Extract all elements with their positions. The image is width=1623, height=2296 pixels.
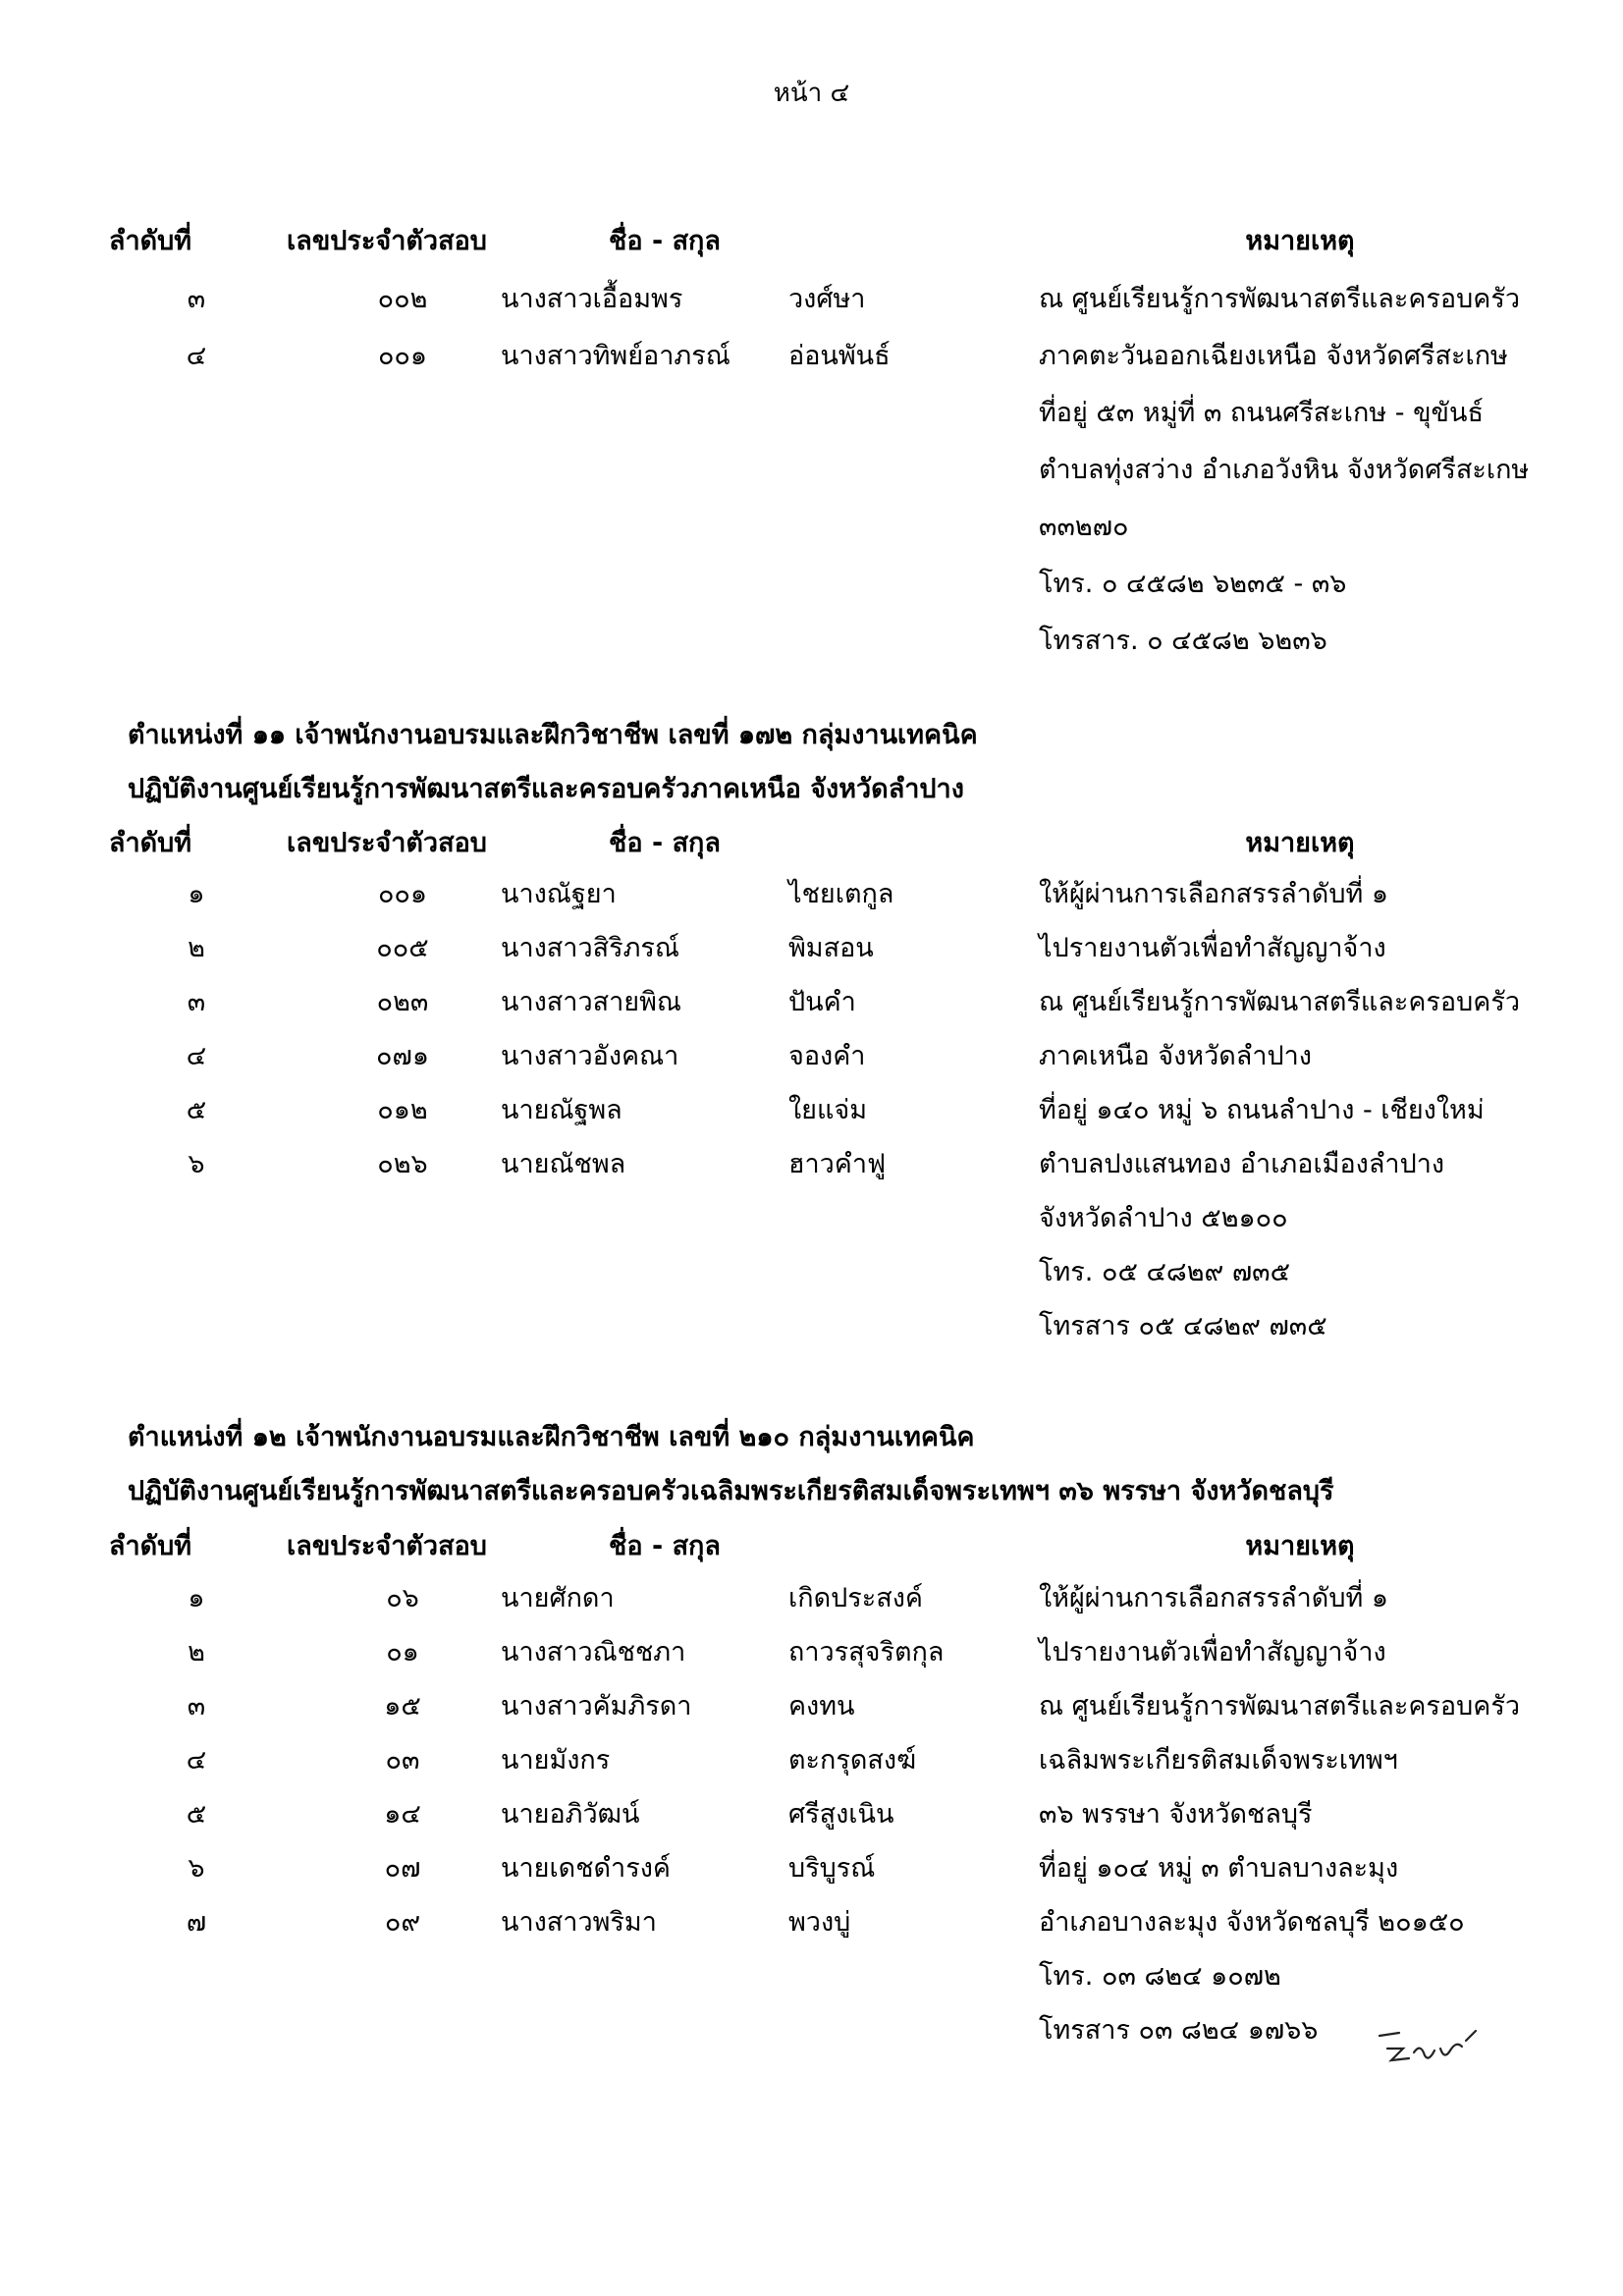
row-last-name: อ่อนพันธ์ [788, 341, 891, 371]
header-remark: หมายเหตุ [1245, 828, 1355, 858]
row-first-name: นางสาวอังคณา [501, 1041, 679, 1071]
row-last-name: วงศ์ษา [788, 284, 866, 314]
remark-line: ให้ผู้ผ่านการเลือกสรรลำดับที่ ๑ [1039, 879, 1388, 909]
section-title-line: ปฏิบัติงานศูนย์เรียนรู้การพัฒนาสตรีและครอบครัวเฉลิมพระเกียรติสมเด็จพระเทพฯ ๓๖ พรรษา จังหวัดชลบุรี [128, 1476, 1334, 1506]
row-last-name: เกิดประสงค์ [788, 1583, 923, 1613]
remark-line: ที่อยู่ ๑๐๔ หมู่ ๓ ตำบลบางละมุง [1039, 1853, 1399, 1884]
row-exam-id: ๐๙ [384, 1907, 421, 1938]
row-exam-id: ๐๐๒ [377, 284, 428, 314]
row-order: ๔ [186, 1745, 207, 1776]
section-title-line: ปฏิบัติงานศูนย์เรียนรู้การพัฒนาสตรีและครอบครัวภาคเหนือ จังหวัดลำปาง [128, 774, 964, 804]
row-first-name: นายณัฐพล [501, 1095, 622, 1125]
row-last-name: จองคำ [788, 1041, 866, 1071]
row-first-name: นางสาวสิริภรณ์ [501, 933, 679, 963]
remark-line: ภาคตะวันออกเฉียงเหนือ จังหวัดศรีสะเกษ [1039, 341, 1508, 371]
header-remark: หมายเหตุ [1245, 226, 1355, 256]
row-exam-id: ๐๒๖ [377, 1149, 428, 1179]
remark-line: ที่อยู่ ๕๓ หมู่ที่ ๓ ถนนศรีสะเกษ - ขุขันธ์ [1039, 398, 1484, 428]
row-first-name: นางสาวทิพย์อาภรณ์ [501, 341, 730, 371]
row-last-name: พิมสอน [788, 933, 874, 963]
row-last-name: ปันคำ [788, 987, 856, 1017]
remark-line: จังหวัดลำปาง ๕๒๑๐๐ [1039, 1203, 1288, 1233]
remark-line: โทร. ๐ ๔๕๘๒ ๖๒๓๕ - ๓๖ [1039, 569, 1347, 599]
row-first-name: นายณัชพล [501, 1149, 626, 1179]
header-order: ลำดับที่ [108, 828, 192, 858]
remark-line: โทร. ๐๓ ๘๒๔ ๑๐๗๒ [1039, 1961, 1281, 1992]
header-name: ชื่อ - สกุล [609, 226, 721, 256]
row-last-name: ไชยเตกูล [788, 879, 894, 909]
header-name: ชื่อ - สกุล [609, 1531, 721, 1561]
remark-line: โทรสาร. ๐ ๔๕๘๒ ๖๒๓๖ [1039, 626, 1327, 656]
row-order: ๔ [186, 1041, 207, 1071]
row-last-name: คงทน [788, 1691, 855, 1722]
header-order: ลำดับที่ [108, 1531, 192, 1561]
row-first-name: นางสาวเอื้อมพร [501, 284, 683, 314]
row-order: ๖ [188, 1149, 205, 1179]
row-first-name: นางสาวคัมภิรดา [501, 1691, 692, 1722]
row-exam-id: ๐๐๑ [377, 879, 428, 909]
header-exam-id: เลขประจำตัวสอบ [287, 226, 487, 256]
row-order: ๕ [186, 1095, 207, 1125]
remark-line: ณ ศูนย์เรียนรู้การพัฒนาสตรีและครอบครัว [1039, 284, 1520, 314]
remark-line: โทรสาร ๐๓ ๘๒๔ ๑๗๖๖ [1039, 2015, 1319, 2046]
row-exam-id: ๐๐๕ [376, 933, 429, 963]
row-order: ๑ [188, 879, 205, 909]
remark-line: ตำบลทุ่งสว่าง อำเภอวังหิน จังหวัดศรีสะเกษ [1039, 455, 1530, 485]
row-last-name: บริบูรณ์ [788, 1853, 876, 1884]
header-order: ลำดับที่ [108, 226, 192, 256]
row-last-name: ศรีสูงเนิน [788, 1799, 894, 1830]
signature-mark [1360, 2001, 1497, 2070]
header-exam-id: เลขประจำตัวสอบ [287, 1531, 487, 1561]
row-order: ๓ [187, 284, 206, 314]
header-remark: หมายเหตุ [1245, 1531, 1355, 1561]
row-last-name: ใยแจ่ม [788, 1095, 868, 1125]
page-number: หน้า ๔ [773, 79, 850, 108]
row-first-name: นางสาวสายพิณ [501, 987, 681, 1017]
remark-line: โทรสาร ๐๕ ๔๘๒๙ ๗๓๕ [1039, 1311, 1327, 1341]
row-last-name: ฮาวคำฟู [788, 1149, 887, 1179]
row-order: ๕ [186, 1799, 207, 1830]
row-last-name: ถาวรสุจริตกุล [788, 1637, 945, 1667]
remark-line: ให้ผู้ผ่านการเลือกสรรลำดับที่ ๑ [1039, 1583, 1388, 1613]
remark-line: โทร. ๐๕ ๔๘๒๙ ๗๓๕ [1039, 1257, 1291, 1287]
row-exam-id: ๐๐๑ [377, 341, 428, 371]
row-first-name: นายมังกร [501, 1745, 611, 1776]
row-last-name: ตะกรุดสงฆ์ [788, 1745, 917, 1776]
row-order: ๓ [187, 987, 206, 1017]
row-exam-id: ๐๗๑ [376, 1041, 429, 1071]
row-exam-id: ๐๑ [386, 1637, 419, 1667]
section-title-line: ตำแหน่งที่ ๑๑ เจ้าพนักงานอบรมและฝึกวิชาชีพ เลขที่ ๑๗๒ กลุ่มงานเทคนิค [128, 720, 978, 750]
row-exam-id: ๐๓ [385, 1745, 420, 1776]
remark-line: ณ ศูนย์เรียนรู้การพัฒนาสตรีและครอบครัว [1039, 1691, 1520, 1722]
remark-line: ณ ศูนย์เรียนรู้การพัฒนาสตรีและครอบครัว [1039, 987, 1520, 1017]
remark-line: อำเภอบางละมุง จังหวัดชลบุรี ๒๐๑๕๐ [1039, 1907, 1465, 1938]
row-order: ๒ [188, 933, 205, 963]
row-first-name: นางสาวพริมา [501, 1907, 657, 1938]
remark-line: เฉลิมพระเกียรติสมเด็จพระเทพฯ [1039, 1745, 1398, 1776]
row-exam-id: ๐๑๒ [377, 1095, 428, 1125]
remark-line: ๓๓๒๗๐ [1039, 512, 1129, 542]
row-first-name: นายเดชดำรงค์ [501, 1853, 671, 1884]
remark-line: ภาคเหนือ จังหวัดลำปาง [1039, 1041, 1312, 1071]
row-exam-id: ๐๖ [386, 1583, 419, 1613]
remark-line: ตำบลปงแสนทอง อำเภอเมืองลำปาง [1039, 1149, 1445, 1179]
row-order: ๔ [186, 341, 207, 371]
row-first-name: นางณัฐยา [501, 879, 617, 909]
row-order: ๖ [188, 1853, 205, 1884]
row-exam-id: ๐๗ [384, 1853, 421, 1884]
row-first-name: นายอภิวัฒน์ [501, 1799, 640, 1830]
row-first-name: นายศักดา [501, 1583, 615, 1613]
row-order: ๒ [188, 1637, 205, 1667]
row-first-name: นางสาวณิชชภา [501, 1637, 686, 1667]
section-title-line: ตำแหน่งที่ ๑๒ เจ้าพนักงานอบรมและฝึกวิชาชีพ เลขที่ ๒๑๐ กลุ่มงานเทคนิค [128, 1422, 975, 1452]
row-order: ๑ [188, 1583, 205, 1613]
row-last-name: พวงบู่ [788, 1907, 851, 1938]
remark-line: ไปรายงานตัวเพื่อทำสัญญาจ้าง [1039, 933, 1386, 963]
row-order: ๓ [187, 1691, 206, 1722]
remark-line: ๓๖ พรรษา จังหวัดชลบุรี [1039, 1799, 1313, 1830]
remark-line: ไปรายงานตัวเพื่อทำสัญญาจ้าง [1039, 1637, 1386, 1667]
row-exam-id: ๑๔ [384, 1799, 421, 1830]
header-name: ชื่อ - สกุล [609, 828, 721, 858]
row-exam-id: ๐๒๓ [376, 987, 429, 1017]
row-exam-id: ๑๕ [384, 1691, 421, 1722]
row-order: ๗ [186, 1907, 207, 1938]
header-exam-id: เลขประจำตัวสอบ [287, 828, 487, 858]
remark-line: ที่อยู่ ๑๔๐ หมู่ ๖ ถนนลำปาง - เชียงใหม่ [1039, 1095, 1485, 1125]
